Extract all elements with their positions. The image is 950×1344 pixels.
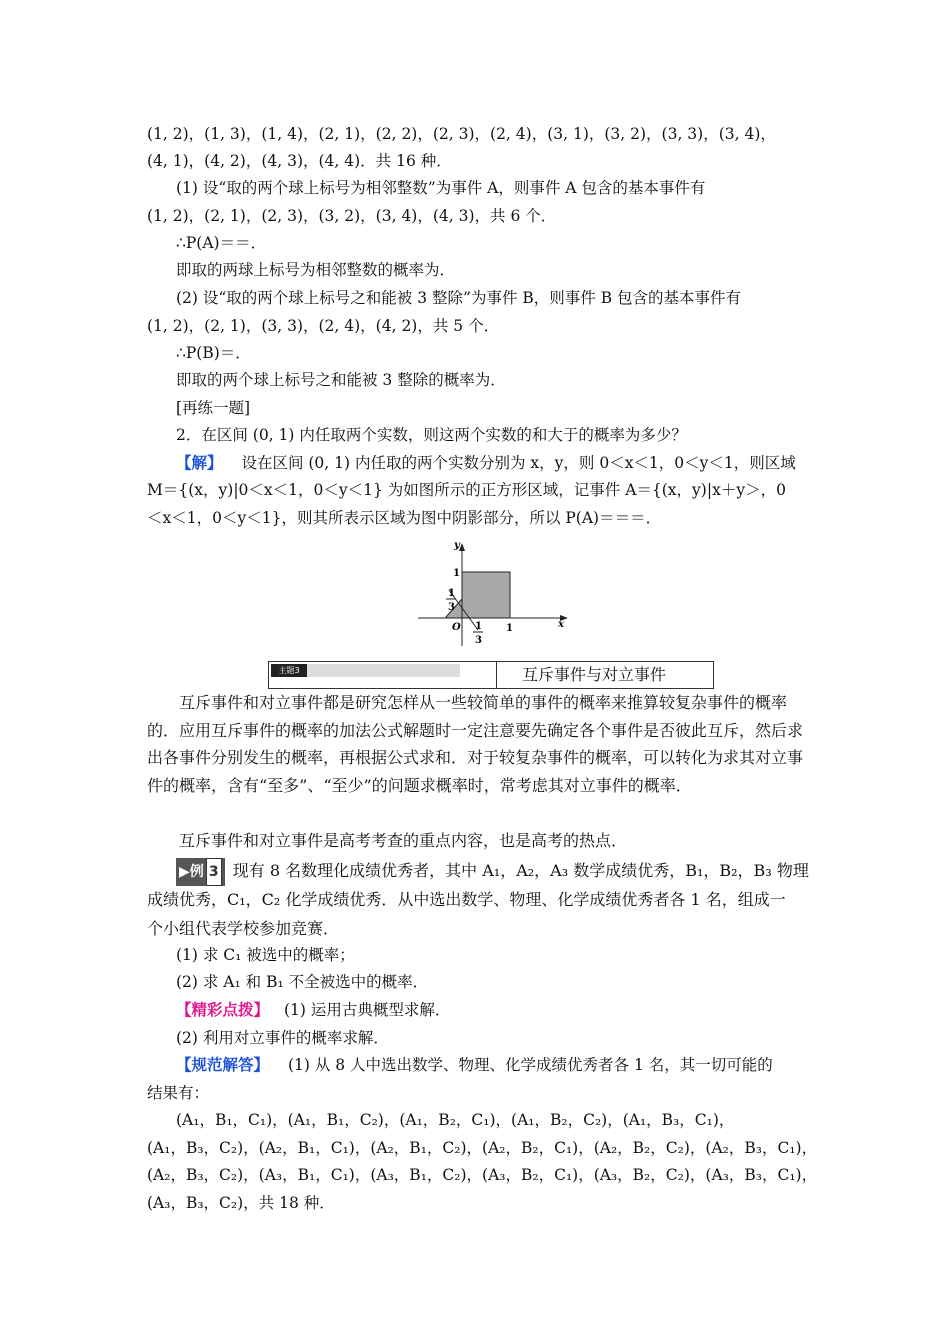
solution-tag: 【解】: [176, 453, 223, 472]
x-axis-label: x: [558, 619, 564, 630]
result-line: (A₁，B₁，C₁)，(A₁，B₁，C₂)，(A₁，B₂，C₁)，(A₁，B₂，C₂)，(A₁，B₃，C₁)，: [176, 1111, 735, 1129]
text-line: (1, 2)，(1, 3)，(1, 4)，(2, 1)，(2, 2)，(2, 3)，(2, 4)，(3, 1)，(3, 2)，(3, 3)，(3, 4)，: [147, 125, 776, 143]
topic-header: [268, 661, 714, 689]
example-text: 现有 8 名数理化成绩优秀者，其中 A₁，A₂，A₃ 数学成绩优秀，B₁，B₂，B₃ 物理: [232, 861, 809, 880]
y-frac-num: 1: [448, 588, 455, 599]
topic-title: 互斥事件与对立事件: [521, 665, 666, 684]
body-paragraph: 互斥事件和对立事件都是研究怎样从一些较简单的事件的概率来推算较复杂事件的概率的．应用互斥事件的概率的加法公式解题时一定注意要先确定各个事件是否彼此互斥，然后求出各事件分别发生的概率，再根据公式求和．对于较复杂事件的概率，可以转化为求其对立事件的概率，含有“至多”、“至少”的问题求概率时，常考虑其对立事件的概率．: [147, 693, 804, 795]
example-question-1: (1) 求 C₁ 被选中的概率；: [176, 946, 355, 964]
y-axis-label: y: [454, 540, 460, 551]
solution-line: [176, 452, 796, 474]
text-line: (1, 2)，(2, 1)，(3, 3)，(2, 4)，(4, 2)，共 5 个．: [147, 317, 500, 335]
text-line: ＜x＜1，0＜y＜1}，则其所表示区域为图中阴影部分，所以 P(A)＝＝＝．: [147, 509, 662, 527]
text-line: (2) 设“取的两个球上标号之和能被 3 整除”为事件 B，则事件 B 包含的基本事件有: [176, 289, 742, 307]
exercise-question: 2．在区间 (0, 1) 内任取两个实数，则这两个实数的和大于的概率为多少？: [176, 426, 687, 444]
result-line: (A₂，B₃，C₂)，(A₃，B₁，C₁)，(A₃，B₁，C₂)，(A₃，B₂，C₁)，(A₃，B₂，C₂)，(A₃，B₃，C₁)，: [147, 1166, 818, 1184]
topic-tag-bar: [271, 664, 460, 677]
text-line: 即取的两个球上标号之和能被 3 整除的概率为．: [176, 371, 506, 389]
solution-text: (1) 从 8 人中选出数学、物理、化学成绩优秀者各 1 名，其一切可能的: [287, 1056, 773, 1074]
x-frac-den: 3: [475, 635, 482, 646]
hint-line: [176, 999, 450, 1021]
hint-tag: 【精彩点拨】: [176, 1000, 270, 1019]
topic-tag: 主题3: [271, 664, 307, 677]
text-line: (4, 1)，(4, 2)，(4, 3)，(4, 4)．共 16 种．: [147, 152, 452, 170]
hint-text: (1) 运用古典概型求解．: [283, 1001, 451, 1019]
text-line: 结果有：: [147, 1084, 210, 1102]
solution-tag: 【规范解答】: [176, 1055, 270, 1074]
text-line: 个小组代表学校参加竞赛．: [147, 919, 340, 938]
origin-label: O: [452, 622, 461, 633]
y-axis-arrow: [459, 543, 465, 551]
result-line: (A₃，B₃，C₂)，共 18 种．: [147, 1194, 335, 1212]
text-line: 即取的两球上标号为相邻整数的概率为．: [176, 261, 456, 279]
text-line: (1, 2)，(2, 1)，(2, 3)，(3, 2)，(3, 4)，(4, 3)，共 6 个．: [147, 207, 557, 225]
result-line: (A₁，B₃，C₂)，(A₂，B₁，C₁)，(A₂，B₁，C₂)，(A₂，B₂，C₁)，(A₂，B₂，C₂)，(A₂，B₃，C₁)，: [147, 1139, 818, 1157]
text-line: 成绩优秀，C₁，C₂ 化学成绩优秀．从中选出数学、物理、化学成绩优秀者各 1 名，组成一: [147, 890, 786, 909]
y-tick-one: 1: [453, 568, 460, 579]
y-frac-den: 3: [448, 602, 455, 613]
example-question-2: (2) 求 A₁ 和 B₁ 不全被选中的概率．: [176, 973, 429, 991]
text-line: M＝{(x，y)|0＜x＜1，0＜y＜1} 为如图所示的正方形区域，记事件 A＝{(x，y)|x＋y＞，0: [147, 481, 786, 499]
solution-text: 设在区间 (0, 1) 内任取的两个实数分别为 x，y，则 0＜x＜1，0＜y＜1，则区域: [241, 454, 796, 472]
text-line: ∴P(A)＝＝．: [176, 234, 267, 252]
solution-line: [176, 1054, 773, 1076]
square-region-figure: [410, 538, 575, 650]
text-line: ∴P(B)＝．: [176, 344, 251, 362]
body-paragraph: 互斥事件和对立事件是高考考查的重点内容，也是高考的热点．: [179, 831, 628, 850]
example-number: 3: [206, 858, 222, 886]
text-line: (1) 设“取的两个球上标号为相邻整数”为事件 A，则事件 A 包含的基本事件有: [176, 179, 706, 197]
x-tick-one: 1: [506, 623, 513, 634]
example-badge: ▶例 3: [176, 858, 225, 886]
x-frac-num: 1: [475, 621, 482, 632]
hint-line-2: (2) 利用对立事件的概率求解．: [176, 1029, 389, 1047]
section-label: [再练一题]: [176, 399, 251, 417]
example-line: [176, 858, 809, 886]
